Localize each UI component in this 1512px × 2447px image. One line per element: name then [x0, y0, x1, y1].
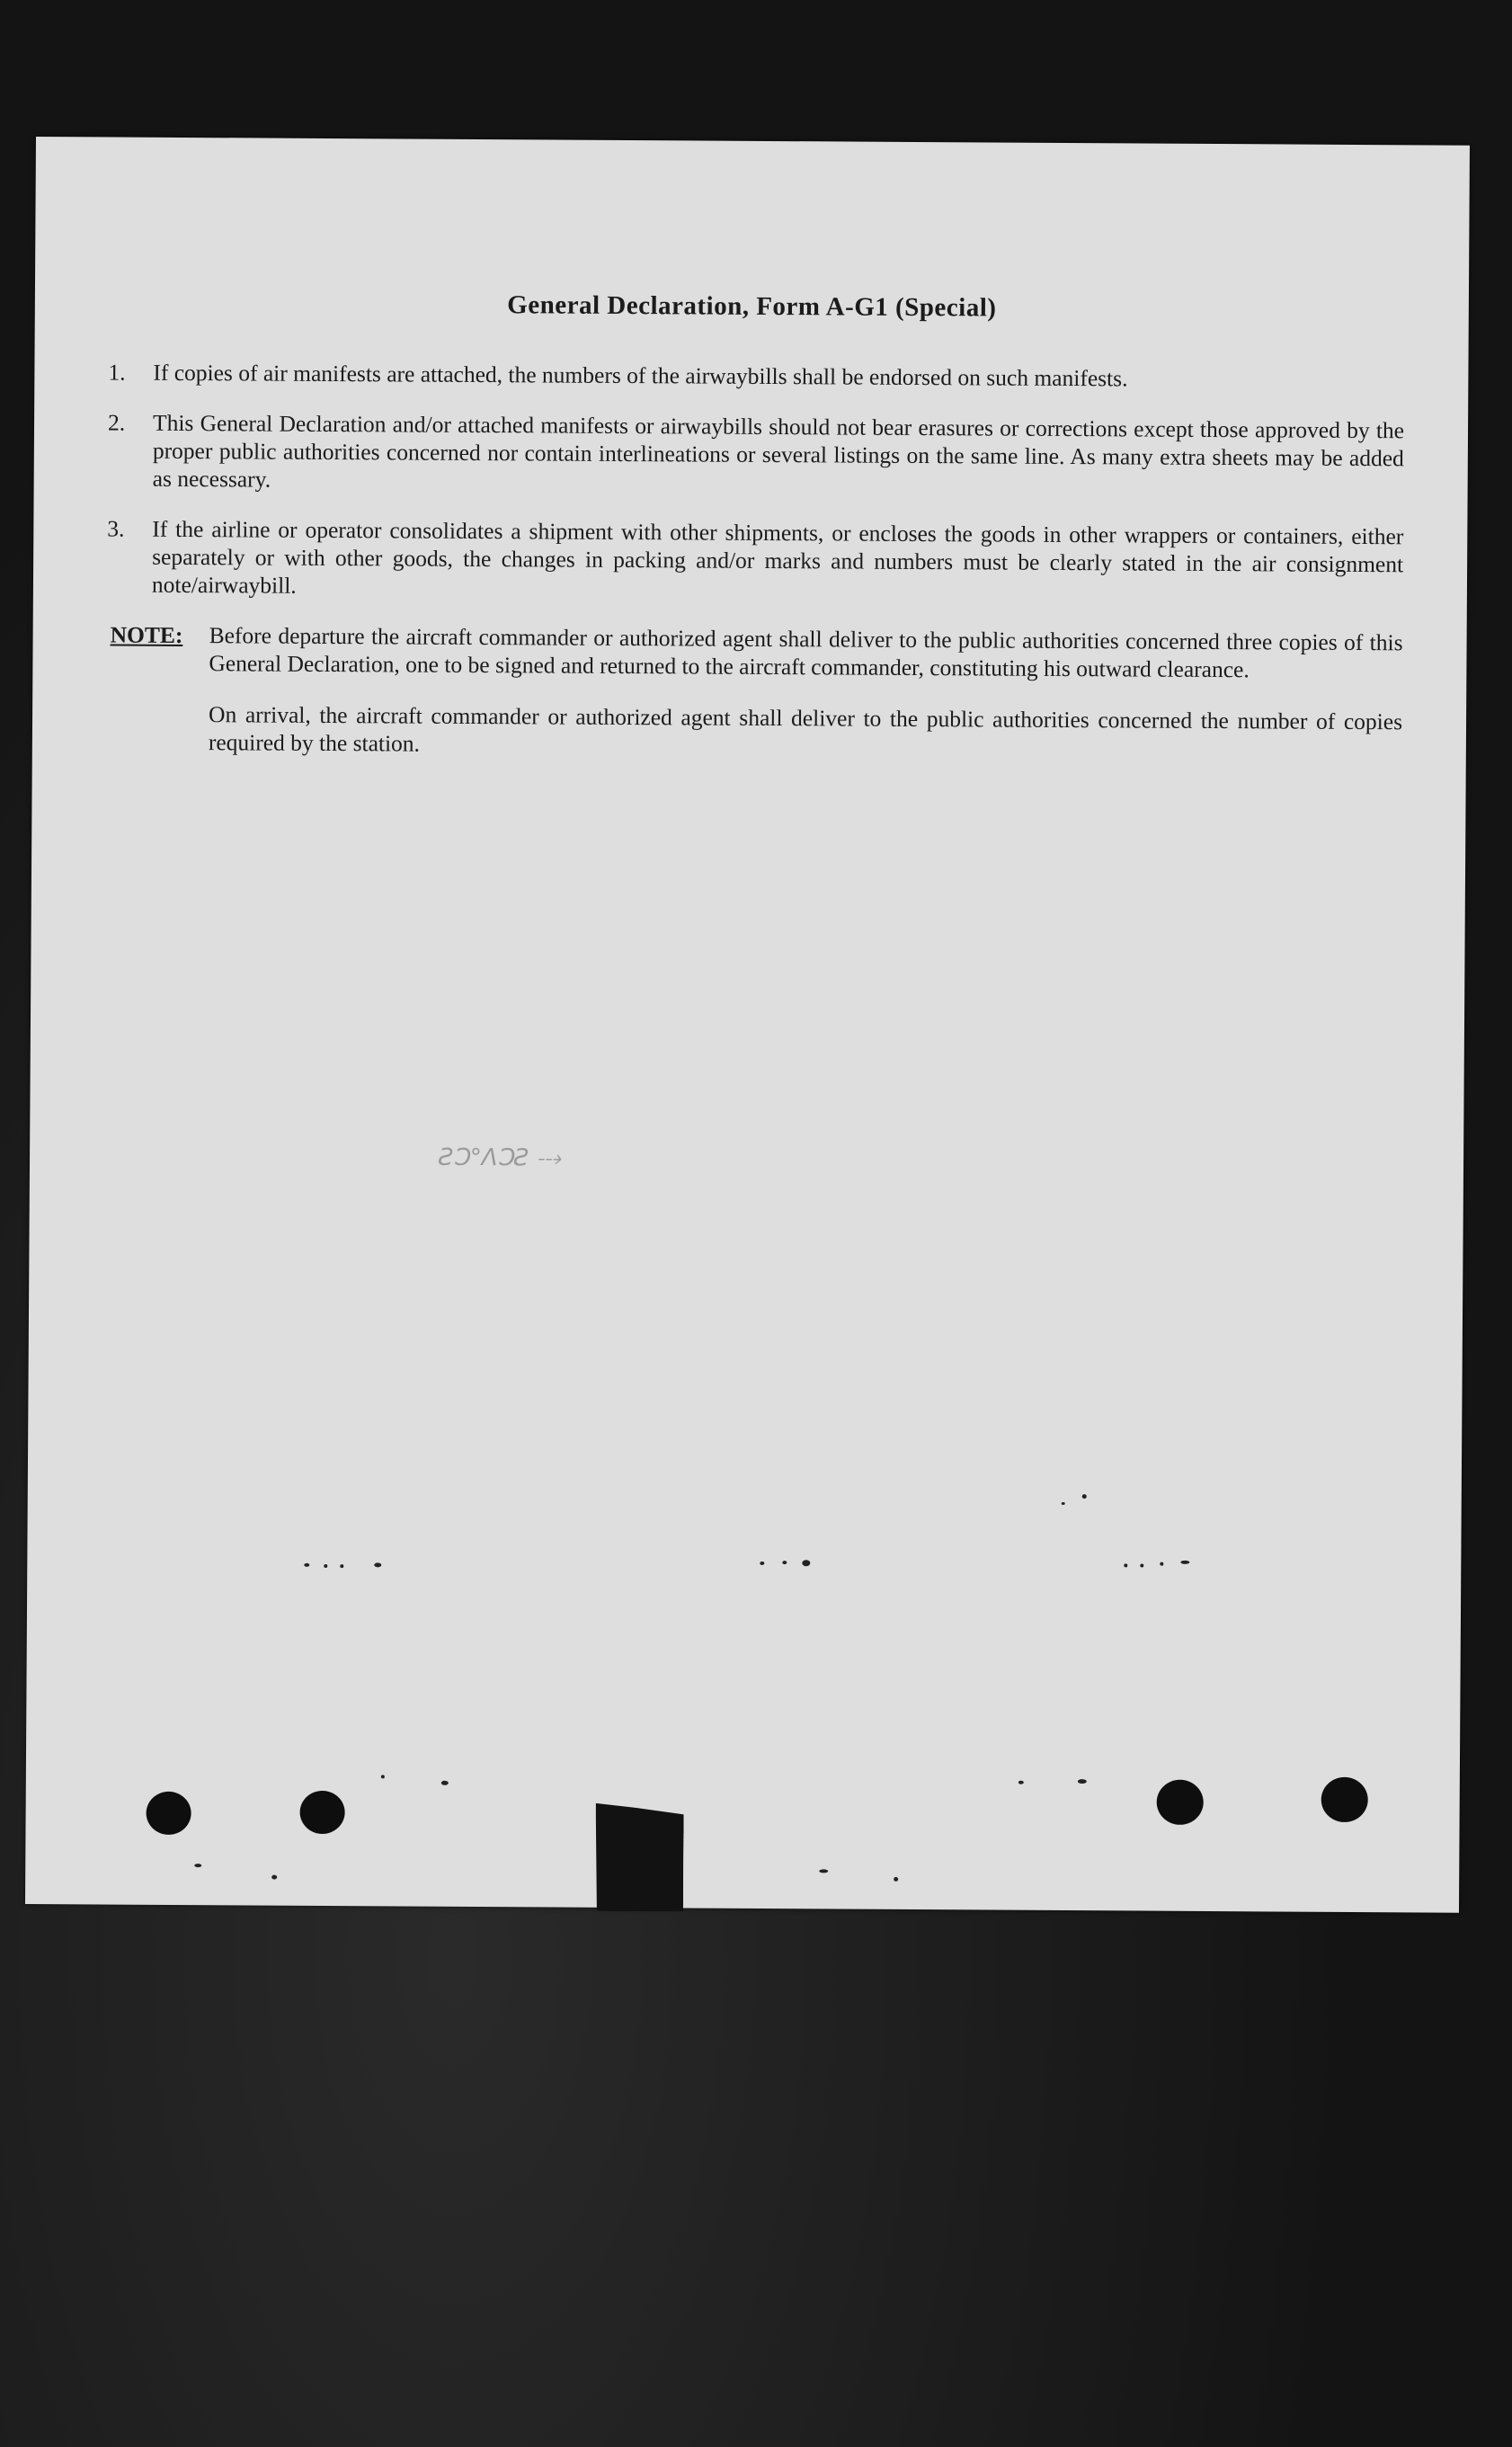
faint-pencil-mark: ƧƆ°ɅƆƧ ⤏ — [438, 1143, 561, 1172]
document-page — [25, 137, 1470, 1913]
punch-hole — [1157, 1780, 1204, 1825]
speck — [271, 1875, 277, 1880]
speck — [194, 1864, 201, 1867]
speck — [441, 1781, 449, 1785]
speck — [782, 1561, 787, 1564]
speck — [1082, 1494, 1087, 1499]
list-item-text: If the airline or operator consolidates a shipment with other shipments, or encloses the goods in other wrappers or containers, either separately or with other goods, the changes in packing and/or marks and numbers must be clearly stated in the air consignment note/airwaybill. — [151, 515, 1404, 599]
list-item-text: This General Declaration and/or attached manifests or airwaybills should not bear erasures or corrections except those approved by the proper public authorities concerned nor contain interlineations or several listings on the same line. As many extra sheets may be added as necessary. — [152, 409, 1405, 493]
punch-hole — [299, 1791, 344, 1834]
list-item-2 — [108, 408, 1405, 500]
note-body — [209, 621, 1403, 763]
list-item-1 — [108, 358, 1404, 394]
speck — [304, 1563, 309, 1567]
speck — [1140, 1564, 1143, 1568]
speck — [374, 1562, 381, 1567]
speck — [894, 1877, 898, 1882]
speck — [1078, 1779, 1087, 1784]
note-paragraph-2: On arrival, the aircraft commander or authorized agent shall deliver to the public authorities concerned the number of copies required by the station. — [208, 701, 1403, 757]
list-item-number: 2. — [107, 409, 126, 436]
speck — [1124, 1563, 1127, 1567]
speck — [324, 1564, 327, 1568]
list-item-number: 3. — [107, 515, 125, 542]
note-paragraph-1: Before departure the aircraft commander or authorized agent shall deliver to the public authorities concerned three copies of this General Declaration, one to be signed and returned to the aircraft commander, constituting his outward clearance. — [209, 622, 1403, 683]
speck — [1180, 1561, 1189, 1564]
speck — [381, 1775, 385, 1778]
speck — [1018, 1781, 1024, 1784]
note-section — [110, 621, 1403, 787]
note-label: NOTE: — [110, 621, 183, 649]
list-item-3 — [107, 514, 1404, 606]
speck — [1062, 1502, 1065, 1505]
binder-tab-cutout — [595, 1803, 684, 1912]
punch-hole — [146, 1792, 191, 1835]
list-item-number: 1. — [108, 359, 126, 386]
speck — [819, 1869, 828, 1873]
speck — [1160, 1562, 1163, 1566]
speck — [340, 1564, 343, 1568]
speck — [802, 1560, 810, 1566]
list-item-text: If copies of air manifests are attached, the numbers of the airwaybills shall be endorsed on such manifests. — [153, 359, 1128, 392]
page-title: General Declaration, Form A-G1 (Special) — [507, 290, 997, 323]
punch-hole — [1321, 1777, 1368, 1822]
speck — [760, 1562, 764, 1565]
